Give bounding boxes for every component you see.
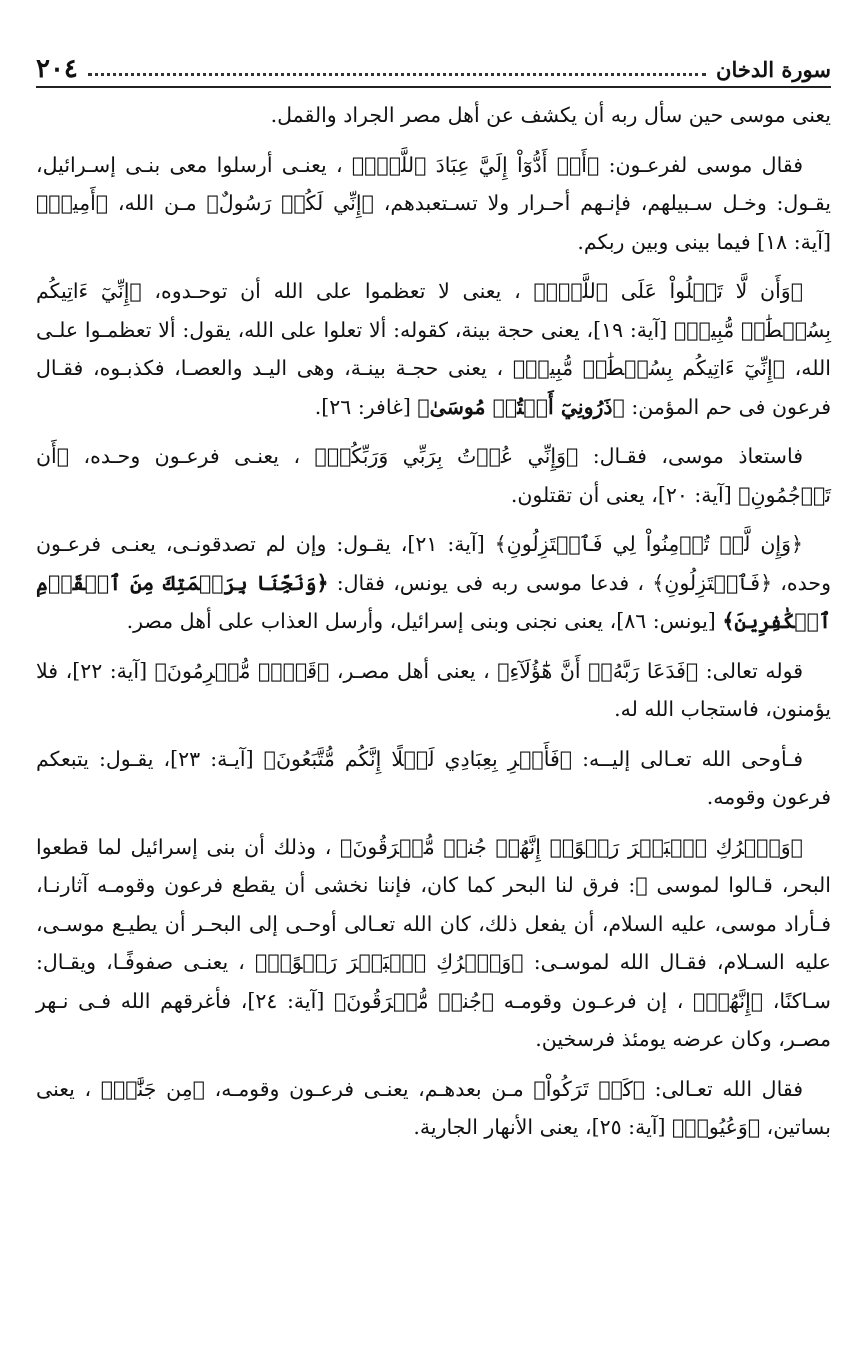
paragraph — [36, 1070, 831, 1147]
surah-title: سورة الدخان — [716, 57, 831, 82]
commentary-text: ، يعنـى أرسلوا معى بنـى إسـرائيل، يقـول: وخـل سـبيلهم، فإنـهم أحـرار ولا تسـتعبدهم، — [36, 152, 831, 215]
quran-quote: ﴿وَإِنِّي عُذۡتُ بِرَبِّي وَرَبِّكُمۡ﴾ — [314, 444, 579, 468]
commentary-text: [غافر: ٢٦]. — [314, 394, 418, 419]
commentary-text: [آية: ٢٢]، فلا يؤمنون، فاستجاب الله له. — [36, 658, 831, 721]
commentary-text: ، فدعا موسى ربه فى يونس، فقال: — [328, 570, 653, 595]
commentary-text: ، يعنى بساتين، — [36, 1076, 831, 1139]
commentary-text: [آية: ٢٥]، يعنى الأنهار الجارية. — [413, 1115, 672, 1139]
commentary-text: مـن الله، — [108, 191, 207, 215]
quran-quote: ﴿وَإِن لَّمۡ تُؤۡمِنُواْ لِي فَٱعۡتَزِلُونِ﴾ — [494, 532, 803, 556]
quran-quote: ﴿قَوۡمٞ مُّجۡرِمُونَ﴾ — [154, 658, 330, 683]
commentary-text: [آية: ٢١]، يقـول: وإن لم تصدقونـى، يعنـى فرعـون وحده، — [36, 532, 831, 595]
paragraph — [36, 146, 831, 262]
page-number: ٢٠٤ — [36, 54, 78, 84]
paragraph — [36, 525, 831, 641]
commentary-text: ، يعنـى صفوفًـا، ويقـال: سـاكنًا، — [36, 950, 831, 1013]
quran-quote: ﴿وَأَن لَّا تَعۡلُواْ عَلَى ٱللَّهِۖ﴾ — [533, 279, 803, 303]
paragraph — [36, 828, 831, 1059]
paragraph — [36, 652, 831, 729]
quran-quote: ﴿مِن جَنَّٰتٖ﴾ — [100, 1076, 205, 1101]
quran-quote: ﴿جُندٞ مُّغۡرَقُونَ﴾ — [333, 988, 495, 1013]
quran-quote: ﴿ذَرُونِيٓ أَقۡتُلۡ مُوسَىٰ﴾ — [417, 394, 625, 419]
commentary-text: فـأوحى الله تعـالى إليــه: — [572, 746, 803, 771]
commentary-text: ، يعنى لا تعظموا على الله أن توحـدوه، — [141, 279, 534, 303]
commentary-text: قوله تعالى: — [698, 658, 804, 683]
quran-quote: ﴿فَأَسۡرِ بِعِبَادِي لَيۡلًا إِنَّكُم مُّتَّبَعُونَ﴾ — [263, 746, 573, 771]
quran-quote: ﴿وَعُيُونٖ﴾ — [672, 1115, 761, 1139]
commentary-text: فقال موسى لفرعـون: — [599, 152, 803, 177]
quran-quote: ﴿وَنَجِّنَا بِرَحۡمَتِكَ مِنَ ٱلۡقَوۡمِ ٱلۡكَٰفِرِينَ﴾ — [36, 570, 831, 633]
quran-quote: ﴿إِنِّيٓ ءَاتِيكُم بِسُلۡطَٰنٖ مُّبِينٖ﴾ — [512, 356, 786, 380]
quran-quote: ﴿أَنۡ أَدُّوٓاْ إِلَيَّ عِبَادَ ٱللَّهِۖ﴾ — [351, 152, 600, 177]
commentary-text: [آيـة: ٢٣]، يقـول: يتبعكم فرعون وقومه. — [36, 746, 831, 809]
quran-quote: ﴿فَٱعۡتَزِلُونِ﴾ — [652, 570, 773, 595]
quran-quote: ﴿كَمۡ تَرَكُواْ﴾ — [533, 1076, 646, 1101]
commentary-text: ، يعنى أهل مصـر، — [329, 658, 498, 683]
quran-quote: ﴿إِنِّيٓ ءَاتِيكُم بِسُلۡطَٰنٖ مُّبِينٖ﴾ — [36, 279, 831, 342]
quran-quote: ﴿وَٱتۡرُكِ ٱلۡبَحۡرَ رَهۡوًاۖ إِنَّهُمۡ جُندٞ مُّغۡرَقُونَ﴾ — [340, 834, 803, 859]
quran-quote: ﴿إِنِّي لَكُمۡ رَسُولٌ﴾ — [206, 191, 374, 215]
commentary-text: ، يعنى حجـة بينـة، وهى اليـد والعصـا، فكذبـوه، فقـال فرعون فى حم المؤمن: — [36, 356, 831, 419]
running-header — [36, 46, 831, 88]
commentary-text: ، يعنـى فرعـون وحـده، — [69, 444, 315, 468]
quran-quote: ﴿وَٱتۡرُكِ ٱلۡبَحۡرَ رَهۡوًاۖ﴾ — [255, 950, 524, 974]
commentary-text: ، وذلك أن بنى إسرائيل لما قطعوا البحر، قـالوا لموسى ﷺ: فرق لنا البحر كما كان، فإننا نخشى أن يقطع فرعون وقومـه آثارنـا، فـأراد موسى، عليه السلام، أن يفعل ذلك، كان الله تعـالى أوحـى إلى البحـر أن يطيـع موسـى، عليه السـلام، فقـال الله لموسـى: — [36, 834, 832, 974]
commentary-text: ، إن فرعـون وقومـه — [494, 988, 694, 1013]
commentary-text: يعنى موسى حين سأل ربه أن يكشف عن أهل مصر الجراد والقمل. — [270, 103, 831, 127]
leader-dots — [88, 73, 706, 76]
commentary-text: [آية: ٢٤]، فأغرقهم الله فـى نـهر مصـر، وكان عرضه يومئذ فرسخين. — [36, 988, 831, 1051]
commentary-text: فقال الله تعـالى: — [645, 1076, 803, 1101]
quran-quote: ﴿فَدَعَا رَبَّهُۥٓ أَنَّ هَٰٓؤُلَآءِ﴾ — [497, 658, 699, 683]
quran-quote: ﴿أَن تَرۡجُمُونِ﴾ — [36, 444, 831, 507]
commentary-text: [آية: ١٩]، يعنى حجة بينة، كقوله: ألا تعلوا على الله، يقول: ألا تعظمـوا علـى الله، — [36, 317, 831, 380]
commentary-text: [آية: ١٨] فيما بينى وبين ربكم. — [577, 229, 831, 254]
commentary-text: [يونس: ٨٦]، يعنى نجنى وبنى إسرائيل، وأرسل العذاب على أهل مصر. — [126, 609, 723, 633]
paragraph — [36, 272, 831, 426]
commentary-text: فاستعاذ موسى، فقـال: — [578, 444, 803, 468]
quran-quote: ﴿أَمِينٞ﴾ — [36, 191, 109, 215]
paragraph — [36, 740, 831, 817]
paragraph — [36, 96, 831, 135]
commentary-text: [آية: ٢٠]، يعنى أن تقتلون. — [510, 482, 739, 507]
quran-quote: ﴿إِنَّهُمۡ﴾ — [693, 988, 764, 1013]
page-body — [36, 96, 831, 1158]
paragraph — [36, 437, 831, 514]
commentary-text: مـن بعدهـم، يعنـى فرعـون وقومـه، — [204, 1076, 534, 1101]
